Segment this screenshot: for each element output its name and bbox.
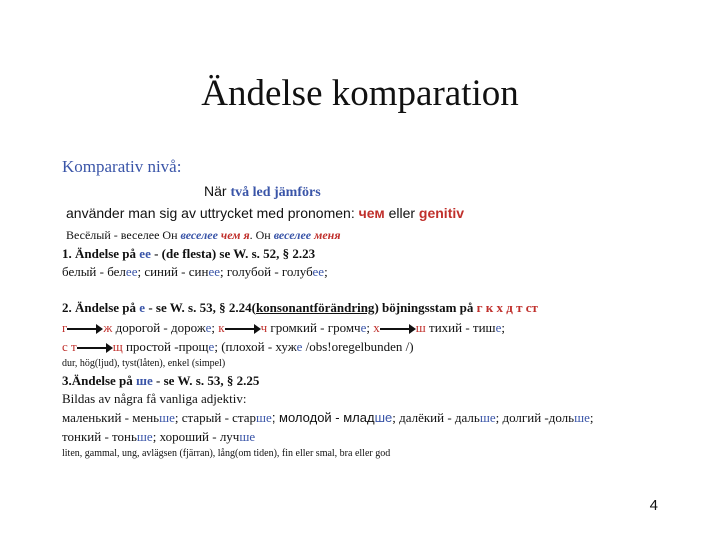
rule-1-ending: ee [139, 246, 151, 261]
rule-3: 3.Ändelse på ше - se W. s. 53, § 2.25 [62, 373, 260, 388]
chem-word: чем [358, 205, 385, 221]
arrow-icon [225, 324, 261, 334]
page-number: 4 [649, 497, 658, 514]
arrow-icon [380, 324, 416, 334]
rule-3-examples-1: маленький - меньше; старый - старше; молодой - младше; далёкий - дальше; долгий -дольше; [62, 410, 594, 425]
rule-3-ending: ше [136, 373, 153, 388]
two-compared-text: två led jämförs [230, 185, 321, 200]
konsonant-term: konsonantförändring [255, 300, 375, 315]
page-title: Ändelse komparation [201, 73, 519, 114]
example-line: Весёлый - веселее Он веселее чем я. Он веселее меня [66, 228, 341, 242]
rule-2-ending: e [139, 300, 146, 315]
arrow-icon [67, 324, 103, 334]
rule-2-examples-1: г ж дорогой - дороже; к ч громкий - громче; х ш тихий - тише; [62, 320, 505, 335]
rule-1: 1. Ändelse på ee - (de flesta) se W. s. 52, § 2.23 [62, 246, 316, 261]
stem-letters: г к х д т ст [476, 300, 538, 315]
heading-komparativ: Komparativ nivå: [62, 157, 182, 176]
rule-3-examples-2: тонкий - тоньше; хороший - лучше [62, 429, 256, 444]
intro-line-1: När två led jämförs [204, 183, 321, 200]
rule-2-examples-2: с т щ простой -проще; (плохой - хуже /obs!oregelbunden /) [62, 339, 414, 354]
rule-3-text: Bildas av några få vanliga adjektiv: [62, 391, 247, 406]
translations-2: liten, gammal, ung, avlägsen (fjärran), lång(om tiden), fin eller smal, bra eller god [62, 448, 391, 459]
rule-1-examples: белый - белее; синий - синее; голубой - голубее; [62, 264, 328, 279]
rule-2: 2. Ändelse på e - se W. s. 53, § 2.24(konsonantförändring) böjningsstam på г к х д т ст [62, 300, 538, 315]
translations-1: dur, hög(ljud), tyst(låten), enkel (simpel) [62, 358, 226, 369]
genitiv-word: genitiv [418, 205, 465, 221]
intro-line-2: använder man sig av uttrycket med pronomen: чем eller genitiv [66, 205, 465, 221]
arrow-icon [77, 343, 113, 353]
